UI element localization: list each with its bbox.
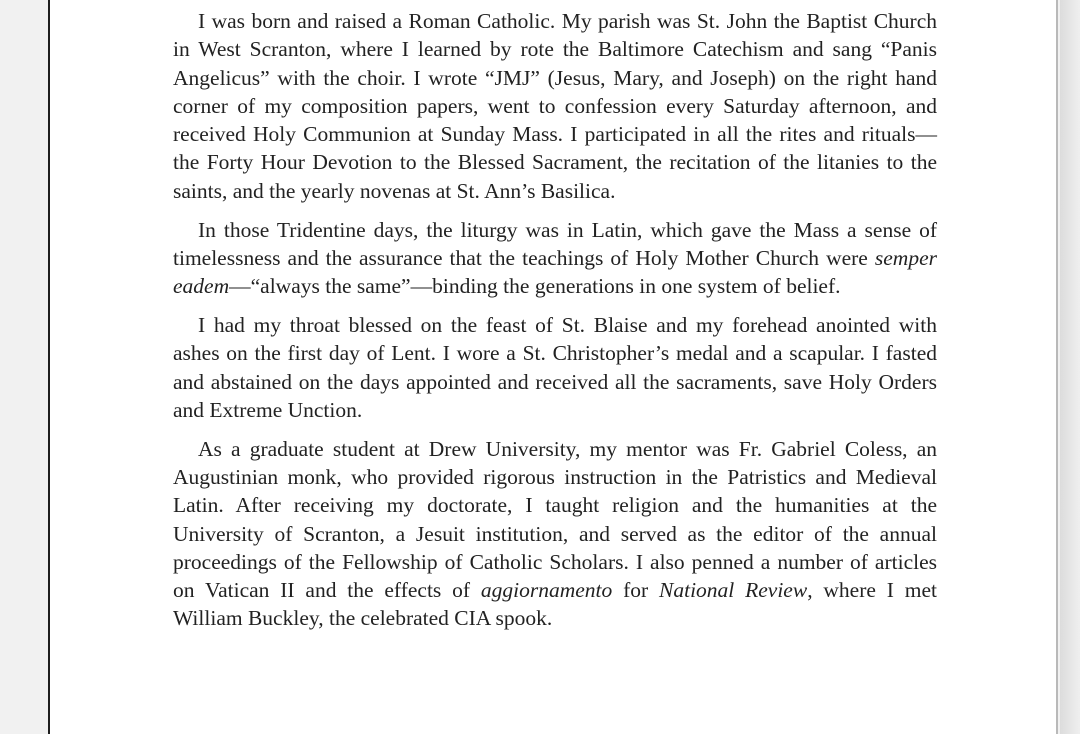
text-run: In those Tridentine days, the liturgy was in Latin, which gave the Mass a sense of timelessness and the assurance that the teachings of Holy Mother Church were [173,217,937,270]
italic-phrase: aggiornamento [480,578,613,603]
paragraph [173,435,937,633]
text-run: I had my throat blessed on the feast of St. Blaise and my forehead anointed with ashes on the first day of Lent. I wore a St. Christopher’s medal and a scapular. I fasted and abstained on the days appointed and received all the sacraments, save Holy Orders and Extreme Unction. [173,312,937,422]
text-run: for [612,578,660,603]
paragraph [173,216,937,301]
text-run: I was born and raised a Roman Catholic. My parish was St. John the Baptist Church in West Scranton, where I learned by rote the Baltimore Catechism and sang “Panis Angelicus” with the choir. I wrote “JMJ” (Jesus, Mary, and Joseph) on the right hand corner of my composition papers, went to confession every Saturday afternoon, and received Holy Communion at Sunday Mass. I participated in all the rites and rituals—the Forty Hour Devotion to the Blessed Sacrament, the recitation of the litanies to the saints, and the yearly novenas at St. Ann’s Basilica. [173,9,937,203]
italic-phrase: semper eadem [173,245,937,299]
paragraph [173,7,937,205]
paragraph [173,311,937,424]
page-edge-shadow [1060,0,1080,734]
text-run: , where I met William Buckley, the celebrated CIA spook. [173,578,937,631]
italic-phrase: National Review [659,578,808,603]
book-page [48,0,1058,734]
text-run: As a graduate student at Drew University, my mentor was Fr. Gabriel Coless, an Augustinian monk, who provided rigorous instruction in the Patristics and Medieval Latin. After receiving my doctorate, I taught religion and the humanities at the University of Scranton, a Jesuit institution, and served as the editor of the annual proceedings of the Fellowship of Catholic Scholars. I also penned a number of articles on Vatican II and the effects of [173,436,937,603]
text-run: —“always the same”—binding the generations in one system of belief. [229,274,841,299]
body-text [173,7,937,643]
